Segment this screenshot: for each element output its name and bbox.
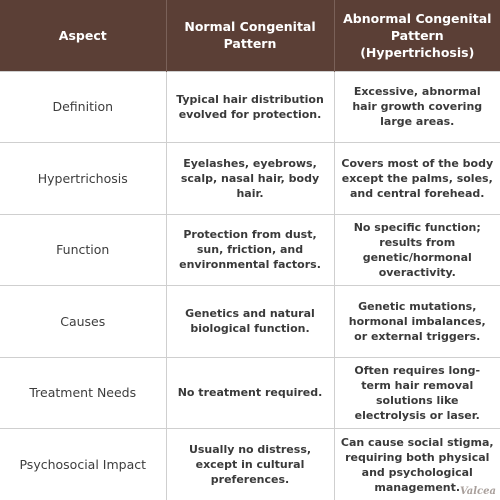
row-normal: No treatment required. (166, 357, 334, 429)
row-normal: Protection from dust, sun, friction, and environmental factors. (166, 214, 334, 286)
row-normal: Genetics and natural biological function. (166, 286, 334, 358)
row-aspect: Causes (0, 286, 166, 358)
row-aspect: Treatment Needs (0, 357, 166, 429)
row-abnormal: Covers most of the body except the palms, soles, and central forehead. (334, 143, 500, 215)
row-aspect: Hypertrichosis (0, 143, 166, 215)
row-aspect: Function (0, 214, 166, 286)
row-abnormal: Genetic mutations, hormonal imbalances, or external triggers. (334, 286, 500, 358)
table-row (0, 286, 500, 358)
row-normal: Typical hair distribution evolved for protection. (166, 71, 334, 143)
row-normal: Usually no distress, except in cultural preferences. (166, 429, 334, 500)
table-header-row (0, 0, 500, 71)
row-normal: Eyelashes, eyebrows, scalp, nasal hair, body hair. (166, 143, 334, 215)
row-aspect: Psychosocial Impact (0, 429, 166, 500)
table-row (0, 357, 500, 429)
header-normal-pattern: Normal Congenital Pattern (166, 0, 334, 71)
row-abnormal: Excessive, abnormal hair growth covering large areas. (334, 71, 500, 143)
row-abnormal: Often requires long-term hair removal solutions like electrolysis or laser. (334, 357, 500, 429)
brand-watermark: Valcea (459, 486, 496, 497)
header-abnormal-pattern: Abnormal Congenital Pattern (Hypertrichosis) (334, 0, 500, 71)
row-abnormal: Can cause social stigma, requiring both physical and psychological management. (334, 429, 500, 500)
table-row (0, 71, 500, 143)
table-row (0, 143, 500, 215)
row-aspect: Definition (0, 71, 166, 143)
row-abnormal: No specific function; results from genetic/hormonal overactivity. (334, 214, 500, 286)
header-aspect: Aspect (0, 0, 166, 71)
table-row (0, 429, 500, 500)
table-row (0, 214, 500, 286)
